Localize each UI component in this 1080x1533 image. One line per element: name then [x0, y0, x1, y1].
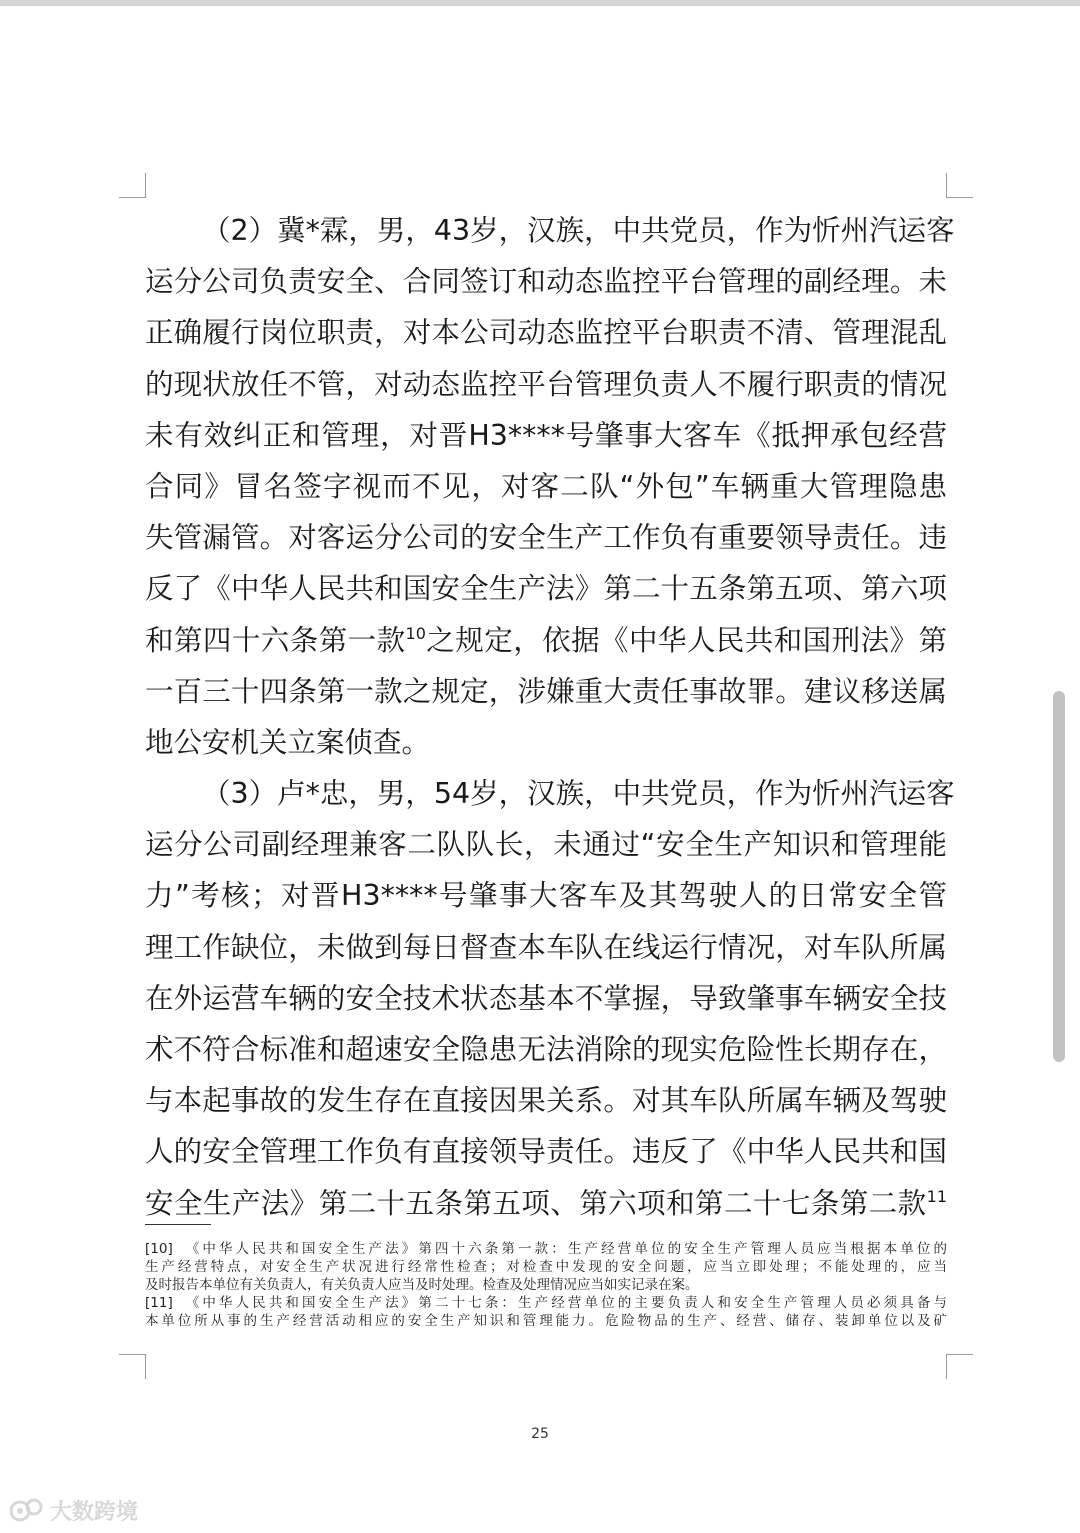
body-text: [145, 205, 955, 1229]
paragraph-line: [145, 1178, 947, 1229]
paragraph-line: 反了《中华人民共和国安全生产法》第二十五条第五项、第六项: [145, 572, 947, 606]
line-segment: 之规定，依据《中华人民共和国刑法》第: [425, 623, 947, 657]
footnotes: [145, 1240, 947, 1330]
paragraph-line: 力”考核；对晋H3****号肇事大客车及其驾驶人的日常安全管: [145, 879, 947, 913]
watermark-text: 大数跨境: [50, 1499, 139, 1525]
paragraph-line: 失管漏管。对客运分公司的安全生产工作负有重要领导责任。违: [145, 521, 947, 555]
footnote-line: [11] 《中华人民共和国安全生产法》第二十七条：生产经营单位的主要负责人和安全生产管理人员必须具备与: [145, 1295, 947, 1311]
footnote-line: 生产经营特点，对安全生产状况进行经常性检查；对检查中发现的安全问题，应当立即处理；不能处理的，应当: [145, 1259, 947, 1275]
footnote-line: 及时报告本单位有关负责人，有关负责人应当及时处理。检查及处理情况应当如实记录在案。: [145, 1277, 699, 1293]
paragraph-line: 运分公司副经理兼客二队队长，未通过“安全生产知识和管理能: [145, 828, 947, 862]
paragraph-line: 术不符合标准和超速安全隐患无法消除的现实危险性长期存在，: [145, 1033, 947, 1066]
crop-mark-bottom-left: [119, 1354, 146, 1379]
page-number: 25: [531, 1426, 549, 1442]
paragraph-line: 的现状放任不管，对动态监控平台管理负责人不履行职责的情况: [145, 367, 947, 401]
paragraph-line: 正确履行岗位职责，对本公司动态监控平台职责不清、管理混乱: [145, 316, 947, 350]
paragraph-line: 运分公司负责安全、合同签订和动态监控平台管理的副经理。未: [145, 265, 947, 299]
paragraph-line: 理工作缺位，未做到每日督查本车队在线运行情况，对车队所属: [145, 930, 947, 964]
paragraph-line: [145, 615, 947, 666]
line-segment: 安全生产法》第二十五条第五项、第六项和第二十七条第二款: [145, 1186, 927, 1220]
paragraph-line: 在外运营车辆的安全技术状态基本不掌握，导致肇事车辆安全技: [145, 981, 947, 1015]
crop-mark-top-right: [946, 173, 973, 198]
paragraph-line: 地公安机关立案侦查。: [145, 725, 431, 759]
crop-mark-bottom-right: [946, 1354, 973, 1379]
footnote-line: [10] 《中华人民共和国安全生产法》第四十六条第一款：生产经营单位的安全生产管理人员应当根据本单位的: [145, 1241, 947, 1257]
paragraph-line: （3）卢*忠，男，54岁，汉族，中共党员，作为忻州汽运客: [202, 777, 955, 811]
line-segment: 和第四十六条第一款: [145, 623, 406, 657]
paragraph-line: （2）冀*霖，男，43岁，汉族，中共党员，作为忻州汽运客: [202, 214, 955, 247]
paragraph-line: 合同》冒名签字视而不见，对客二队“外包”车辆重大管理隐患: [145, 469, 947, 503]
footnote-line: 本单位所从事的生产经营活动相应的安全生产知识和管理能力。危险物品的生产、经营、储存、装卸单位以及矿: [145, 1313, 947, 1329]
scrollbar-thumb[interactable]: [1053, 691, 1065, 1062]
crop-mark-top-left: [119, 173, 146, 198]
logo-icon: [10, 1497, 44, 1523]
paragraph-line: 人的安全管理工作负有直接领导责任。违反了《中华人民共和国: [145, 1135, 947, 1169]
paragraph-line: 与本起事故的发生存在直接因果关系。对其车队所属车辆及驾驶: [145, 1084, 947, 1118]
footnote-ref-11[interactable]: 11: [926, 1186, 947, 1206]
footnote-ref-10[interactable]: 10: [405, 623, 426, 643]
paragraph-line: 未有效纠正和管理，对晋H3****号肇事大客车《抵押承包经营: [145, 418, 947, 452]
paragraph-line: 一百三十四条第一款之规定，涉嫌重大责任事故罪。建议移送属: [145, 674, 947, 708]
watermark: [10, 1494, 138, 1526]
top-border-bar: [0, 0, 1080, 6]
footnote-separator: [145, 1224, 211, 1225]
